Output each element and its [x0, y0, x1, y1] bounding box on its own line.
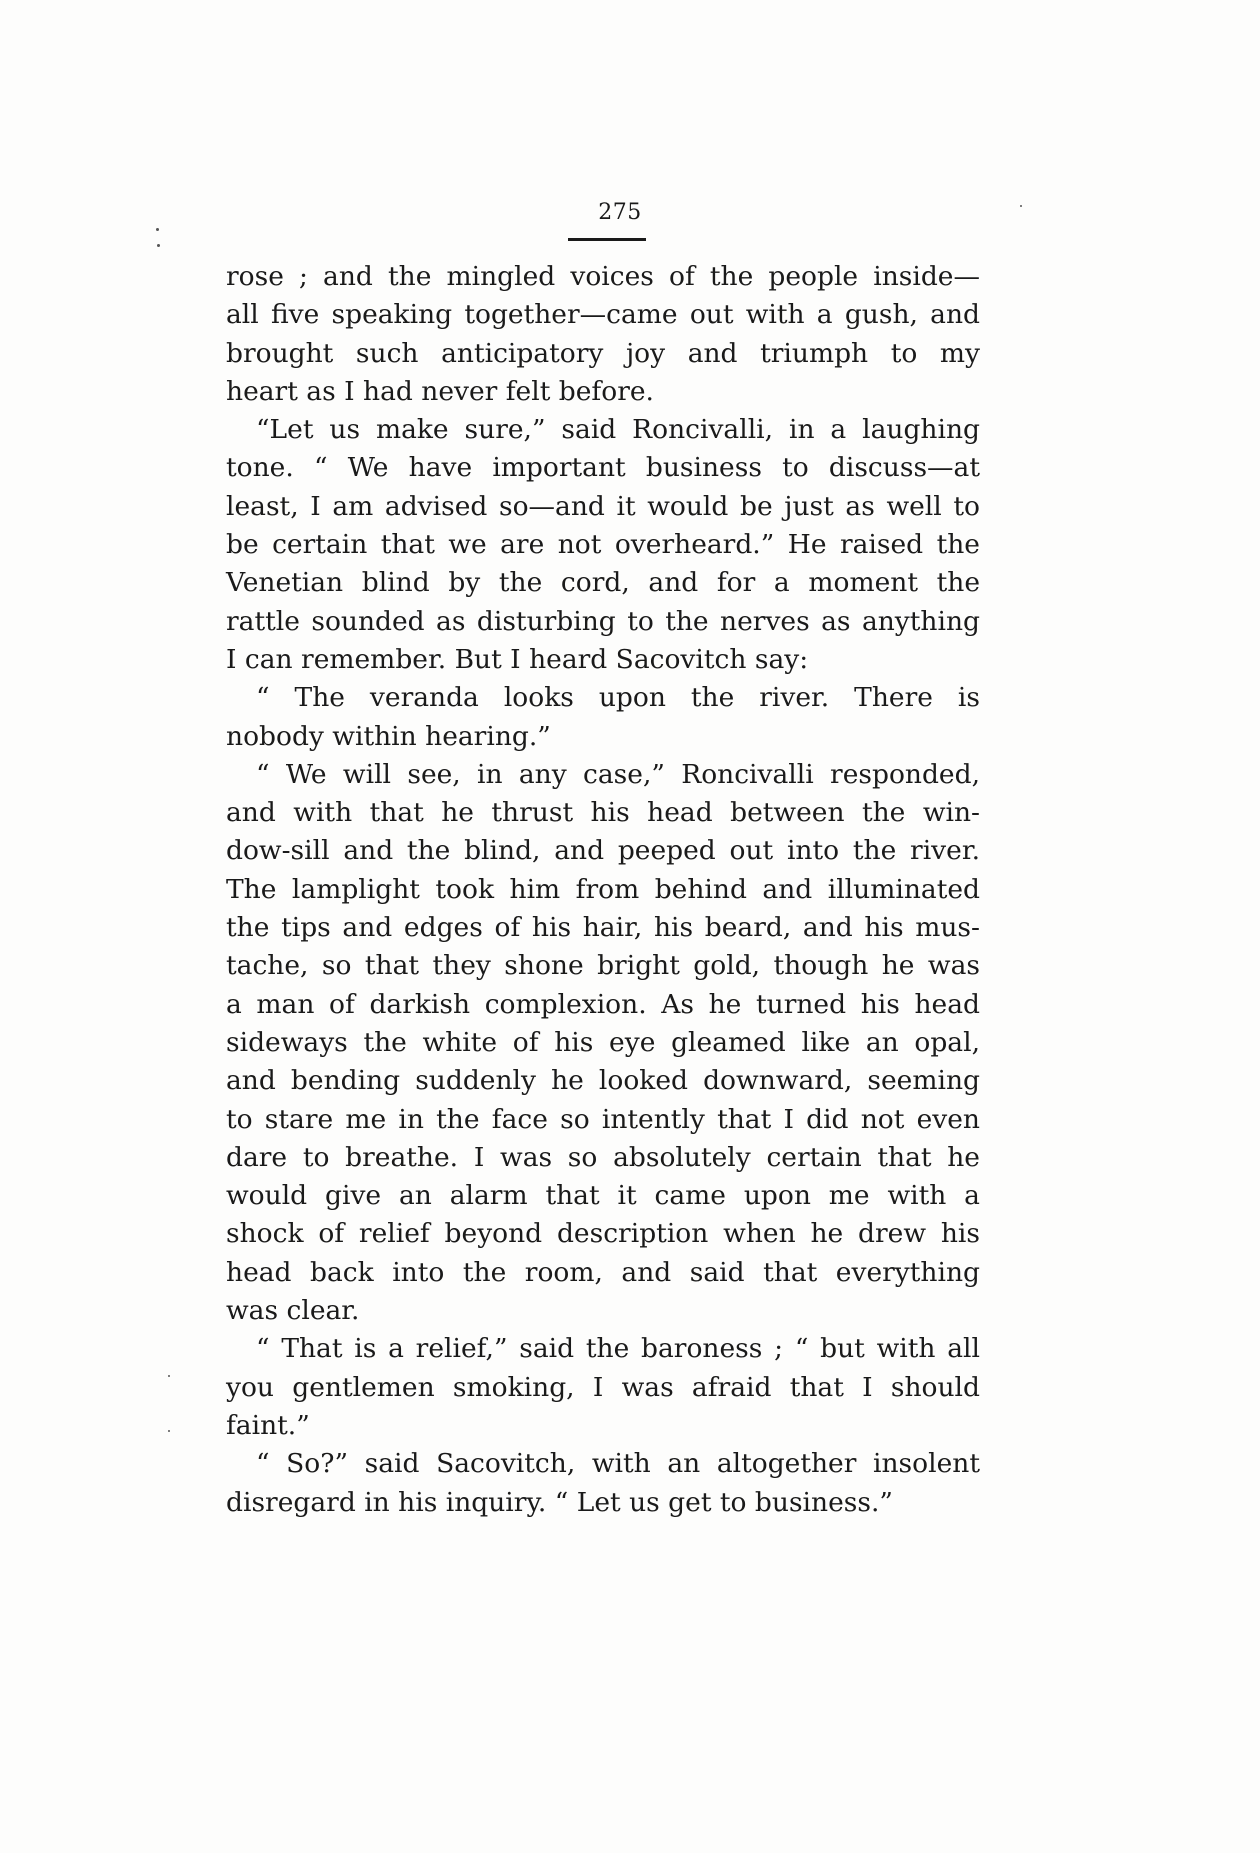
text-line: a man of darkish complexion. As he turned his head: [226, 988, 980, 1020]
text-line: “ So?” said Sacovitch, with an altogether insolent: [256, 1448, 980, 1480]
text-line: you gentlemen smoking, I was afraid that I should: [226, 1371, 980, 1403]
margin-speck: [156, 228, 159, 231]
text-line: tone. “ We have important business to discuss—at: [226, 452, 980, 484]
text-line: rattle sounded as disturbing to the nerves as anything: [226, 605, 980, 637]
margin-speck: [157, 244, 160, 247]
text-line: I can remember. But I heard Sacovitch say:: [226, 643, 809, 675]
text-line: brought such anticipatory joy and triumph to my: [226, 337, 980, 369]
text-line: be certain that we are not overheard.” He raised the: [226, 529, 980, 561]
margin-speck: [168, 1375, 170, 1377]
text-line: would give an alarm that it came upon me with a: [226, 1180, 980, 1212]
text-line: head back into the room, and said that everything: [226, 1256, 980, 1288]
text-line: was clear.: [226, 1295, 360, 1327]
text-line: tache, so that they shone bright gold, though he was: [226, 950, 980, 982]
text-line: and with that he thrust his head between the win-: [226, 797, 980, 829]
text-line: “ We will see, in any case,” Roncivalli responded,: [256, 758, 980, 790]
text-line: dare to breathe. I was so absolutely certain that he: [226, 1141, 980, 1173]
header-rule: [568, 238, 646, 241]
text-line: nobody within hearing.”: [226, 720, 551, 752]
text-line: dow-sill and the blind, and peeped out into the river.: [226, 835, 980, 867]
text-line: faint.”: [226, 1409, 310, 1441]
text-line: sideways the white of his eye gleamed like an opal,: [226, 1026, 980, 1058]
page-number: 275: [598, 200, 642, 225]
margin-speck: [168, 1430, 170, 1432]
text-line: the tips and edges of his hair, his beard, and his mus-: [226, 912, 980, 944]
text-line: and bending suddenly he looked downward, seeming: [226, 1065, 980, 1097]
text-line: The lamplight took him from behind and illuminated: [226, 873, 980, 905]
text-line: heart as I had never felt before.: [226, 375, 654, 407]
text-line: “ The veranda looks upon the river. There is: [256, 682, 980, 714]
text-line: disregard in his inquiry. “ Let us get to business.”: [226, 1486, 893, 1518]
text-line: least, I am advised so—and it would be just as well to: [226, 490, 980, 522]
text-line: to stare me in the face so intently that I did not even: [226, 1103, 980, 1135]
margin-speck: [1020, 205, 1022, 207]
text-line: Venetian blind by the cord, and for a moment the: [226, 567, 980, 599]
body-text: [226, 258, 980, 1522]
text-line: “ That is a relief,” said the baroness ; “ but with all: [256, 1333, 980, 1365]
text-line: rose ; and the mingled voices of the people inside—: [226, 261, 980, 292]
text-line: all five speaking together—came out with a gush, and: [226, 299, 980, 331]
text-line: shock of relief beyond description when he drew his: [226, 1218, 980, 1250]
text-line: “Let us make sure,” said Roncivalli, in a laughing: [256, 414, 980, 446]
